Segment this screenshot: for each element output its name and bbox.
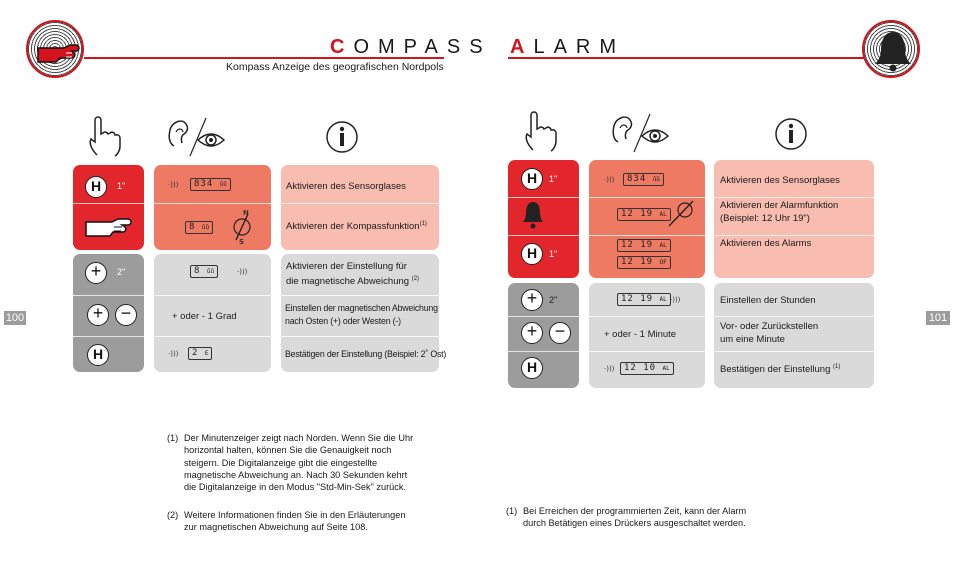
info-icon: [325, 120, 359, 154]
lcd-display: 12 10 AL: [620, 362, 674, 375]
duration-label: 1": [549, 249, 558, 259]
row-separator: [714, 197, 874, 198]
ear-eye-icon: [166, 116, 232, 158]
plus-button: +: [521, 322, 543, 344]
h-button: H: [521, 357, 543, 379]
signal-icon: ·))): [168, 181, 179, 189]
h-button: H: [521, 243, 543, 265]
lcd-display: 834 ûû: [190, 178, 231, 191]
step-description: Aktivieren des Sensorglases: [286, 181, 406, 192]
minus-button: −: [115, 304, 137, 326]
signal-icon: ·))): [670, 296, 681, 304]
row-separator: [73, 336, 144, 337]
plus-button: +: [87, 304, 109, 326]
row-separator: [508, 197, 579, 198]
compass-north-label: N: [243, 209, 249, 217]
lcd-display: 12 19 OF: [617, 256, 671, 269]
row-separator: [508, 316, 579, 317]
row-separator: [714, 235, 874, 236]
footnote-1: (1) Der Minutenzeiger zeigt nach Norden. Wenn Sie die Uhr horizontal halten, können Sie die Genauigkeit noch steigern. Die Digitalanzeige gibt die eingestellte magnetische Abweichung an. Nach 30 Sekunden kehrt die Digitalanzeige in den Modus "Std-Min-Sek" zurück.: [167, 433, 414, 493]
step-description: Aktivieren der Alarmfunktion (Beispiel: 12 Uhr 19"): [720, 200, 839, 224]
step-description: Aktivieren des Alarms: [720, 238, 812, 249]
row-separator: [714, 316, 874, 317]
info-icon: [774, 117, 808, 151]
left-page-title: COMPASS: [330, 36, 492, 58]
page-number-left: 100: [5, 312, 25, 324]
step-description: Vor- oder Zurückstellen um eine Minute: [720, 321, 819, 345]
step-description: Einstellen der Stunden: [720, 295, 816, 306]
pointing-hand-icon: [84, 214, 134, 242]
lcd-display: 12 19 AL: [617, 293, 671, 306]
minus-button: −: [549, 322, 571, 344]
step-description: Bestätigen der Einstellung (Beispiel: 2˚ Ost): [285, 349, 447, 359]
plus-button: +: [85, 262, 107, 284]
row-separator: [589, 351, 705, 352]
h-button: H: [521, 168, 543, 190]
footnote-2: (2) Weitere Informationen finden Sie in den Erläuterungen zur magnetischen Abweichung auf Seite 108.: [167, 510, 406, 533]
ear-eye-icon: [610, 112, 676, 154]
row-separator: [589, 316, 705, 317]
row-separator: [73, 295, 144, 296]
row-separator: [508, 235, 579, 236]
adjust-step-text: + oder - 1 Grad: [172, 311, 237, 322]
lcd-display: 12 19 AL: [617, 208, 671, 221]
row-separator: [281, 295, 439, 296]
bell-emblem-icon: [862, 20, 920, 78]
finger-icon: [521, 110, 557, 152]
lcd-display: 8 ûû: [185, 221, 213, 234]
adjust-step-text: + oder - 1 Minute: [604, 329, 677, 340]
step-description: Bestätigen der Einstellung $^{(1)}$: [720, 364, 841, 376]
step-description: Aktivieren der Kompassfunktion$^{(1)}$: [286, 221, 427, 233]
row-separator: [589, 235, 705, 236]
row-separator: [154, 203, 271, 204]
step-description: Aktivieren des Sensorglases: [720, 175, 840, 186]
row-separator: [154, 336, 271, 337]
step-description: Einstellen der magnetischen Abweichung nach Osten (+) oder Westen (-): [285, 303, 438, 326]
row-separator: [281, 203, 439, 204]
finger-icon: [85, 115, 121, 157]
row-separator: [281, 336, 439, 337]
footnote-1: (1) Bei Erreichen der programmierten Zeit, kann der Alarm durch Betätigen eines Drückers ausgeschaltet werden.: [506, 506, 747, 529]
signal-icon: ·))): [237, 268, 248, 276]
row-separator: [508, 351, 579, 352]
signal-icon: ·))): [168, 350, 179, 358]
lcd-display: 2 E: [188, 347, 212, 360]
step-description: Aktivieren der Einstellung für die magnetische Abweichung $^{(2)}$: [286, 261, 420, 288]
row-separator: [154, 295, 271, 296]
lcd-display: 12 19 AL: [617, 239, 671, 252]
right-page-title: ALARM: [510, 36, 626, 58]
page-number-right: 101: [926, 311, 950, 325]
row-separator: [73, 203, 144, 204]
lcd-display: 834 ûû: [623, 173, 664, 186]
plus-button: +: [521, 289, 543, 311]
signal-icon: ·))): [604, 365, 615, 373]
left-pink-block: [281, 165, 439, 250]
h-button: H: [85, 176, 107, 198]
left-page-subtitle: Kompass Anzeige des geografischen Nordpols: [226, 61, 444, 73]
row-separator: [714, 351, 874, 352]
pointing-hand-emblem-icon: [26, 20, 84, 78]
lcd-display: 8 ûû: [190, 265, 218, 278]
alarm-hand-icon: [665, 198, 697, 228]
h-button: H: [87, 344, 109, 366]
duration-label: 2": [117, 267, 126, 277]
compass-south-label: S: [239, 238, 245, 246]
bell-icon: [522, 200, 544, 230]
signal-icon: ·))): [604, 176, 615, 184]
duration-label: 2": [549, 295, 558, 305]
duration-label: 1": [549, 174, 558, 184]
duration-label: 1": [117, 181, 126, 191]
